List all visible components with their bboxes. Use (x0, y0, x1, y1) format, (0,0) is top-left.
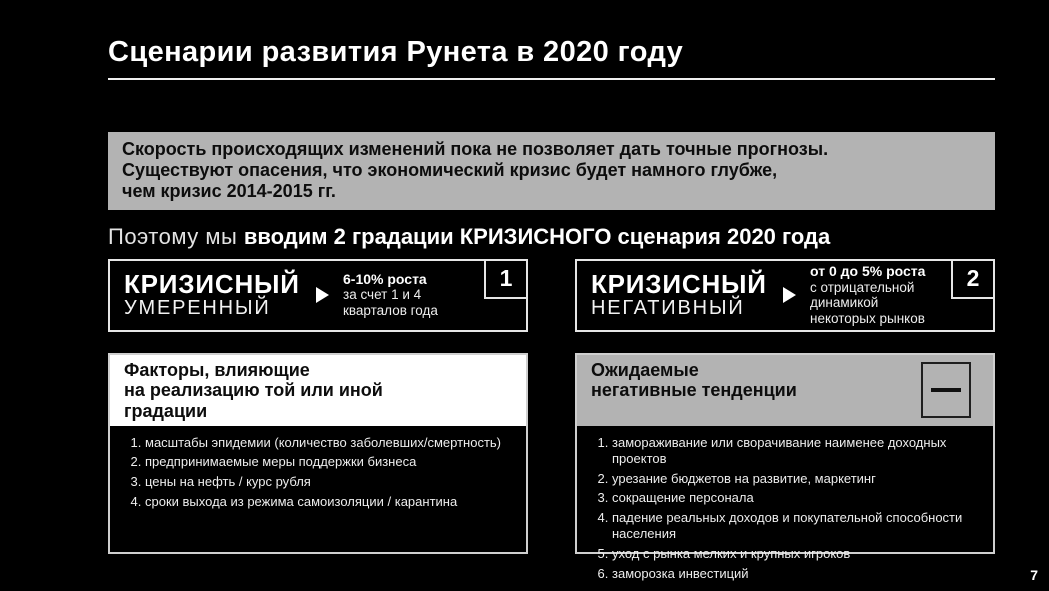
tendencies-item: 4. падение реальных доходов и покупательной способности населения (612, 510, 983, 543)
alert-line: Существуют опасения, что экономический кризис будет намного глубже, (122, 160, 778, 181)
scenario-name-light: УМЕРЕННЫЙ (124, 297, 271, 320)
scenario-desc-line: с отрицательной (810, 279, 915, 295)
scenario-box-moderate (108, 259, 528, 332)
minus-icon (921, 362, 971, 418)
factors-item: 4. сроки выхода из режима самоизоляции / карантина (145, 494, 516, 510)
scenario-number-badge: 2 (951, 259, 995, 299)
tendencies-item: 5. уход с рынка мелких и крупных игроков (612, 546, 983, 562)
tendencies-item: 3. сокращение персонала (612, 490, 983, 506)
scenario-name-bold: КРИЗИСНЫЙ (124, 268, 300, 299)
scenario-desc-lines (343, 287, 438, 319)
panel-row (108, 353, 995, 581)
minus-icon-dash (931, 388, 961, 392)
scenario-name (591, 268, 783, 320)
scenario-desc-headline: 6-10% роста (343, 271, 427, 288)
alert-line: Скорость происходящих изменений пока не позволяет дать точные прогнозы. (122, 139, 829, 160)
scenario-desc-lines (810, 280, 925, 327)
tendencies-item: 2. урезание бюджетов на развитие, маркетинг (612, 471, 983, 487)
tendencies-panel-header (577, 355, 993, 426)
title-underline (108, 78, 995, 80)
triangle-right-icon (783, 287, 796, 303)
scenario-row (108, 259, 995, 332)
tendencies-list (591, 435, 983, 583)
panel-title-line: Ожидаемые (591, 359, 699, 380)
triangle-right-icon (316, 287, 329, 303)
factors-item: 3. цены на нефть / курс рубля (145, 474, 516, 490)
alert-box (108, 132, 995, 209)
slide-title: Сценарии развития Рунета в 2020 году (108, 36, 684, 68)
tendencies-item: 6. заморозка инвестиций (612, 566, 983, 582)
panel-title-line: негативные тенденции (591, 380, 797, 401)
tendencies-panel (575, 353, 995, 581)
tendencies-list-area (577, 426, 993, 586)
factors-list (124, 435, 516, 511)
scenario-number-badge: 1 (484, 259, 528, 299)
intro-light-text: Поэтому мы (108, 223, 244, 249)
factors-panel (108, 353, 528, 554)
factors-item: 2. предпринимаемые меры поддержки бизнеса (145, 454, 516, 470)
scenario-name-light: НЕГАТИВНЫЙ (591, 297, 745, 320)
scenario-desc-line: динамикой (810, 295, 879, 311)
factors-item: 1. масштабы эпидемии (количество заболевших/смертность) (145, 435, 516, 451)
intro-bold-text: вводим 2 градации КРИЗИСНОГО сценария 2020 года (243, 223, 831, 249)
factors-list-area (110, 426, 526, 552)
factors-panel-header (110, 355, 526, 426)
page-number: 7 (1030, 567, 1038, 583)
scenario-name-bold: КРИЗИСНЫЙ (591, 268, 767, 299)
panel-title-line: градации (124, 401, 208, 422)
scenario-description (343, 271, 488, 319)
scenario-name (124, 268, 316, 320)
alert-line: чем кризис 2014-2015 гг. (122, 180, 336, 201)
scenario-box-negative (575, 259, 995, 332)
scenario-desc-line: некоторых рынков (810, 311, 925, 327)
panel-title-line: на реализацию той или иной (124, 380, 383, 401)
scenario-desc-line: кварталов года (343, 303, 438, 319)
slide-content (108, 0, 995, 581)
tendencies-item: 1. замораживание или сворачивание наименее доходных проектов (612, 435, 983, 468)
panel-title-line: Факторы, влияющие (124, 359, 310, 380)
intro-line (108, 223, 995, 251)
scenario-desc-line: за счет 1 и 4 (343, 287, 422, 303)
scenario-desc-headline: от 0 до 5% роста (810, 263, 926, 280)
